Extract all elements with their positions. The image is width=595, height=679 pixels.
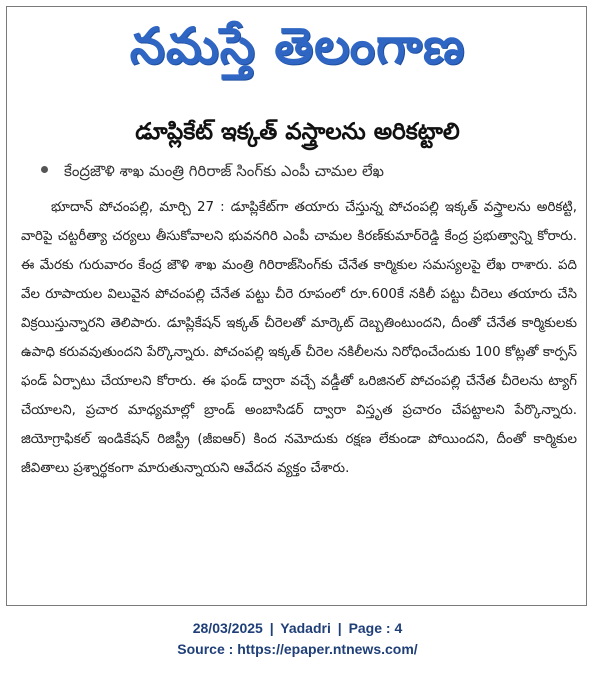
- footer-source: Source : https://epaper.ntnews.com/: [177, 641, 418, 657]
- footer-date: 28/03/2025: [192, 620, 263, 636]
- bullet-icon: [41, 166, 48, 173]
- article-headline: డూప్లికేట్ ఇక్కత్ వస్త్రాలను అరికట్టాలి: [135, 119, 460, 145]
- article-paragraph: భూదాన్ పోచంపల్లి, మార్చి 27 : డూప్లికేట్‌గా తయారు చేస్తున్న పోచంపల్లి ఇక్కత్ వస్త్రాలను అరికట్టి, వారిపై చట్టరీత్యా చర్యలు తీసుకోవాలని భువనగిరి ఎంపీ చామల కిరణ్‌కుమార్‌రెడ్డి కేంద్ర ప్రభుత్వాన్ని కోరారు. ఈ మేరకు గురువారం కేంద్ర జౌళి శాఖ మంత్రి గిరిరాజ్‌సింగ్‌కు చేనేత కార్మికుల సమస్యలపై లేఖ రాశారు. పది వేల రూపాయల విలువైన పోచంపల్లి చేనేత పట్టు చీరె రూపంలో రూ.600కే నకిలీ పట్టు చీరెలు తయారు చేసి విక్రయిస్తున్నారని తెలిపారు. డూప్లికేషన్ ఇక్కత్ చీరెలతో మార్కెట్ దెబ్బతింటుందని, దీంతో చేనేత కార్మికులకు ఉపాధి కరువవుతుందని పేర్కొన్నారు. పోచంపల్లి ఇక్కత్ చీరెల నకిలీలను నిరోధించేందుకు 100 కోట్లతో కార్పస్ ఫండ్ ఏర్పాటు చేయాలని కోరారు. ఈ ఫండ్ ద్వారా వచ్చే వడ్డీతో ఒరిజినల్ పోచంపల్లి చేనేత చీరెలను ట్యాగ్ చేయాలని, ప్రచార మాధ్యమాల్లో బ్రాండ్ అంబాసిడర్ ద్వారా విస్తృత ప్రచారం చేపట్టాలని పేర్కొన్నారు. జియోగ్రాఫికల్ ఇండికేషన్ రిజిస్ట్రీ (జీఐఆర్) కింద నమోదుకు రక్షణ లేకుండా పోయిందని, దీంతో కార్మికుల జీవితాలు ప్రశ్నార్థకంగా మారుతున్నాయని ఆవేదన వ్యక్తం చేశారు.: [21, 200, 577, 476]
- clipping-footer: [0, 618, 595, 660]
- footer-separator: |: [269, 620, 274, 636]
- subhead-text: కేంద్రజౌళి శాఖ మంత్రి గిరిరాజ్ సింగ్‌కు ఎంపీ చామల లేఖ: [64, 162, 384, 180]
- footer-meta-line: [0, 618, 595, 639]
- clipping-frame: [6, 6, 587, 606]
- footer-separator: |: [337, 620, 342, 636]
- footer-edition: Yadadri: [280, 620, 331, 636]
- footer-page: Page : 4: [348, 620, 403, 636]
- article-subhead: [41, 159, 586, 183]
- newspaper-logo: నమస్తే తెలంగాణ: [129, 16, 466, 75]
- article-body: [21, 193, 577, 603]
